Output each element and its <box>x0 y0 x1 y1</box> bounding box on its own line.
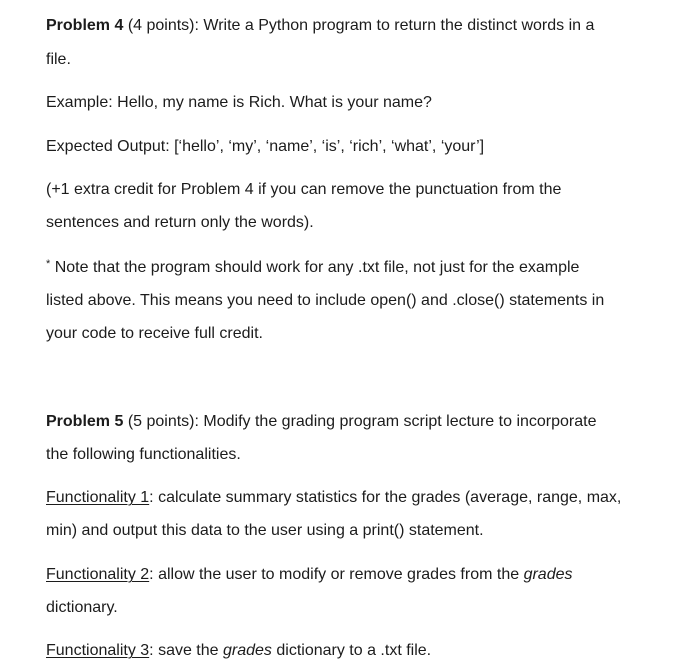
problem4-expected-output: Expected Output: [‘hello’, ‘my’, ‘name’, ‘is’, ‘rich’, ‘what’, ‘your’] <box>46 138 485 155</box>
functionality1-line1 <box>46 488 621 508</box>
functionality3-text-b: dictionary to a .txt file. <box>271 642 432 659</box>
functionality2-text: : allow the user to modify or remove grades from the <box>149 566 524 583</box>
note-text: Note that the program should work for any .txt file, not just for the example <box>50 259 580 276</box>
functionality2-label: Functionality 2 <box>46 566 150 583</box>
functionality3-label: Functionality 3 <box>46 642 150 659</box>
problem5-points: (5 points) <box>127 413 195 430</box>
problem4-description-cont: file. <box>46 51 71 68</box>
functionality2-line2: dictionary. <box>46 599 118 616</box>
functionality2-line1 <box>46 565 572 585</box>
problem4-title: Problem 4 <box>46 17 124 34</box>
problem4-description: : Write a Python program to return the distinct words in a <box>194 17 595 34</box>
problem4-extra-credit-line2: sentences and return only the words). <box>46 214 314 231</box>
problem4-note-line1 <box>46 258 579 279</box>
problem4-points: (4 points) <box>127 17 195 34</box>
problem4-extra-credit-line1: (+1 extra credit for Problem 4 if you can remove the punctuation from the <box>46 181 562 198</box>
problem4-note-line2: listed above. This means you need to include open() and .close() statements in <box>46 292 605 309</box>
functionality3-line <box>46 641 431 661</box>
functionality2-grades-italic: grades <box>523 566 573 583</box>
problem4-note-line3: your code to receive full credit. <box>46 325 263 342</box>
problem5-heading-line <box>46 412 596 432</box>
problem5-description: : Modify the grading program script lecture to incorporate <box>194 413 597 430</box>
problem4-example: Example: Hello, my name is Rich. What is your name? <box>46 94 432 111</box>
problem5-title: Problem 5 <box>46 413 124 430</box>
problem4-heading-line <box>46 16 594 36</box>
functionality3-text-a: : save the <box>149 642 223 659</box>
functionality1-text: : calculate summary statistics for the grades (average, range, max, <box>149 489 622 506</box>
problem5-description-cont: the following functionalities. <box>46 446 241 463</box>
functionality1-label: Functionality 1 <box>46 489 150 506</box>
functionality1-line2: min) and output this data to the user using a print() statement. <box>46 522 484 539</box>
functionality3-grades-italic: grades <box>223 642 272 659</box>
note-asterisk: * <box>46 258 51 270</box>
